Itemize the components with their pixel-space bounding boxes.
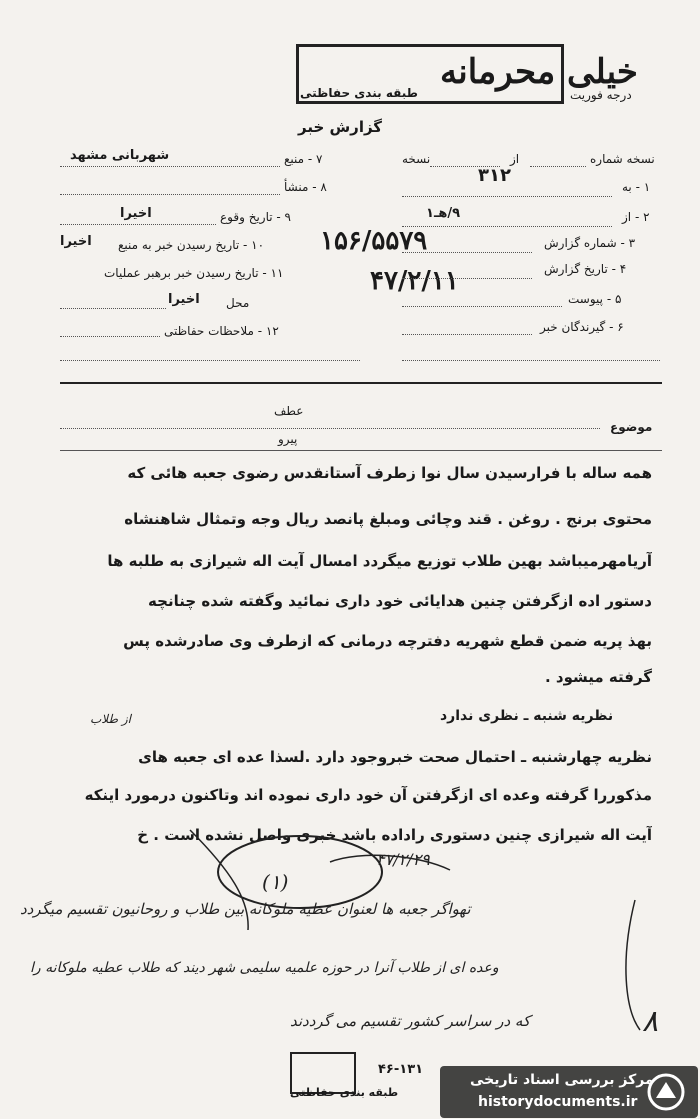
source-label: ۷ - منبع xyxy=(284,152,323,166)
opinion-wednesday-line: آیت اله شیرازی چنین دستوری راداده باشد خبری واصل نشده است . خ xyxy=(137,826,652,844)
location-label: محل xyxy=(226,296,250,310)
subject-label: موضوع xyxy=(610,420,653,434)
received-source-label: ۱۰ - تاریخ رسیدن خبر به منبع xyxy=(118,238,265,252)
atf-label: عطف xyxy=(274,404,304,418)
header-separator xyxy=(60,382,662,384)
body-line: همه ساله با فرارسیدن سال نوا زطرف آستانقدس رضوی جعبه هائی که xyxy=(127,464,652,482)
handwritten-line: وعده ای از طلاب آنرا در حوزه علمیه سلیمی شهر دیند که طلاب عطیه ملوکانه را xyxy=(30,960,499,976)
peyro-label: پیرو xyxy=(278,432,298,446)
to-label: ۱ - به xyxy=(622,180,651,194)
copy-of-label: از xyxy=(510,152,520,166)
security-notes-label: ۱۲ - ملاحظات حفاظتی xyxy=(164,324,279,338)
from-value: ۹/هـ۱ xyxy=(426,206,461,221)
opinion-wednesday-line: مذکوررا گرفته وعده ای ازگرفتن آن خود داری نموده اند وتاکنون درمورد اینکه xyxy=(84,786,652,804)
location-value: اخیرا xyxy=(168,292,200,307)
received-source-value: اخیرا xyxy=(60,234,92,249)
watermark-url: historydocuments.ir xyxy=(478,1094,638,1110)
watermark-title: مرکز بررسی اسناد تاریخی xyxy=(470,1072,654,1088)
handwritten-line: تهواگر جعبه ها لعنوان عطیه ملوکانه بین طلاب و روحانیون تقسیم میگردد xyxy=(20,900,471,918)
circle-date: ۴۷/۲/۲۹ xyxy=(376,850,430,869)
opinion-saturday: نظریه شنبه ـ نظری ندارد xyxy=(440,708,614,724)
from-label: ۲ - از xyxy=(622,210,650,224)
side-bracket xyxy=(626,900,640,1030)
handwritten-line: که در سراسر کشور تقسیم می گرددند xyxy=(290,1012,531,1030)
margin-note: از طلاب xyxy=(90,712,131,726)
body-line: دستور اده ازگرفتن چنین هدایائی خود داری نمائید وگفته شده چنانچه xyxy=(148,592,652,610)
body-line: بهذ پریه ضمن قطع شهریه دفترچه درمانی که ازطرف وی صادرشده پس xyxy=(123,632,652,650)
circle-annotation xyxy=(218,836,382,908)
side-number: ۸ xyxy=(642,1004,659,1039)
event-date-label: ۹ - تاریخ وقوع xyxy=(220,210,291,224)
classification-stamp-text: خیلی محرمانه xyxy=(440,52,638,92)
report-date-label: ۴ - تاریخ گزارش xyxy=(544,262,627,276)
source-value: شهربانی مشهد xyxy=(70,148,170,163)
doc-number: ۴۶-۱۳۱ xyxy=(378,1062,424,1077)
classification-label: طبقه بندی حفاظتی xyxy=(300,86,418,100)
body-line: محتوی برنج . روغن . قند وچائی ومبلغ پانصد ریال وجه وتمثال شاهنشاه xyxy=(124,510,652,528)
report-title: گزارش خبر xyxy=(298,118,383,136)
report-number-label: ۳ - شماره گزارش xyxy=(544,236,636,250)
origin-label: ۸ - منشأ xyxy=(284,180,327,194)
subject-separator xyxy=(60,450,662,451)
report-date-value: ۴۷/۲/۱۱ xyxy=(370,266,459,296)
report-number-value: ۱۵۶/۵۵۷۹ xyxy=(320,226,428,256)
received-leader-label: ۱۱ - تاریخ رسیدن خبر برهبر عملیات xyxy=(104,266,284,280)
footer-classification-label: طبقه بندی حفاظتی xyxy=(290,1086,399,1099)
recipients-label: ۶ - گیرندگان خبر xyxy=(540,320,624,334)
attachment-label: ۵ - پیوست xyxy=(568,292,622,306)
opinion-wednesday-line: نظریه چهارشنبه ـ احتمال صحت خبروجود دارد .لسذا عده ای جعبه های xyxy=(138,748,652,766)
body-line: آریامهرمیباشد بهین طلاب توزیع میگردد امسال آیت اله شیرازی به طلبه ها xyxy=(107,552,652,570)
event-date-value: اخیرا xyxy=(120,206,152,221)
to-value: ۳۱۲ xyxy=(478,165,511,186)
priority-label: درجه فوریت xyxy=(570,88,632,102)
body-line: گرفته میشود . xyxy=(544,668,652,686)
copy-copies-label: نسخه xyxy=(402,152,431,166)
circle-number: (۱) xyxy=(262,870,289,894)
copy-number-label: نسخه شماره xyxy=(590,152,655,166)
